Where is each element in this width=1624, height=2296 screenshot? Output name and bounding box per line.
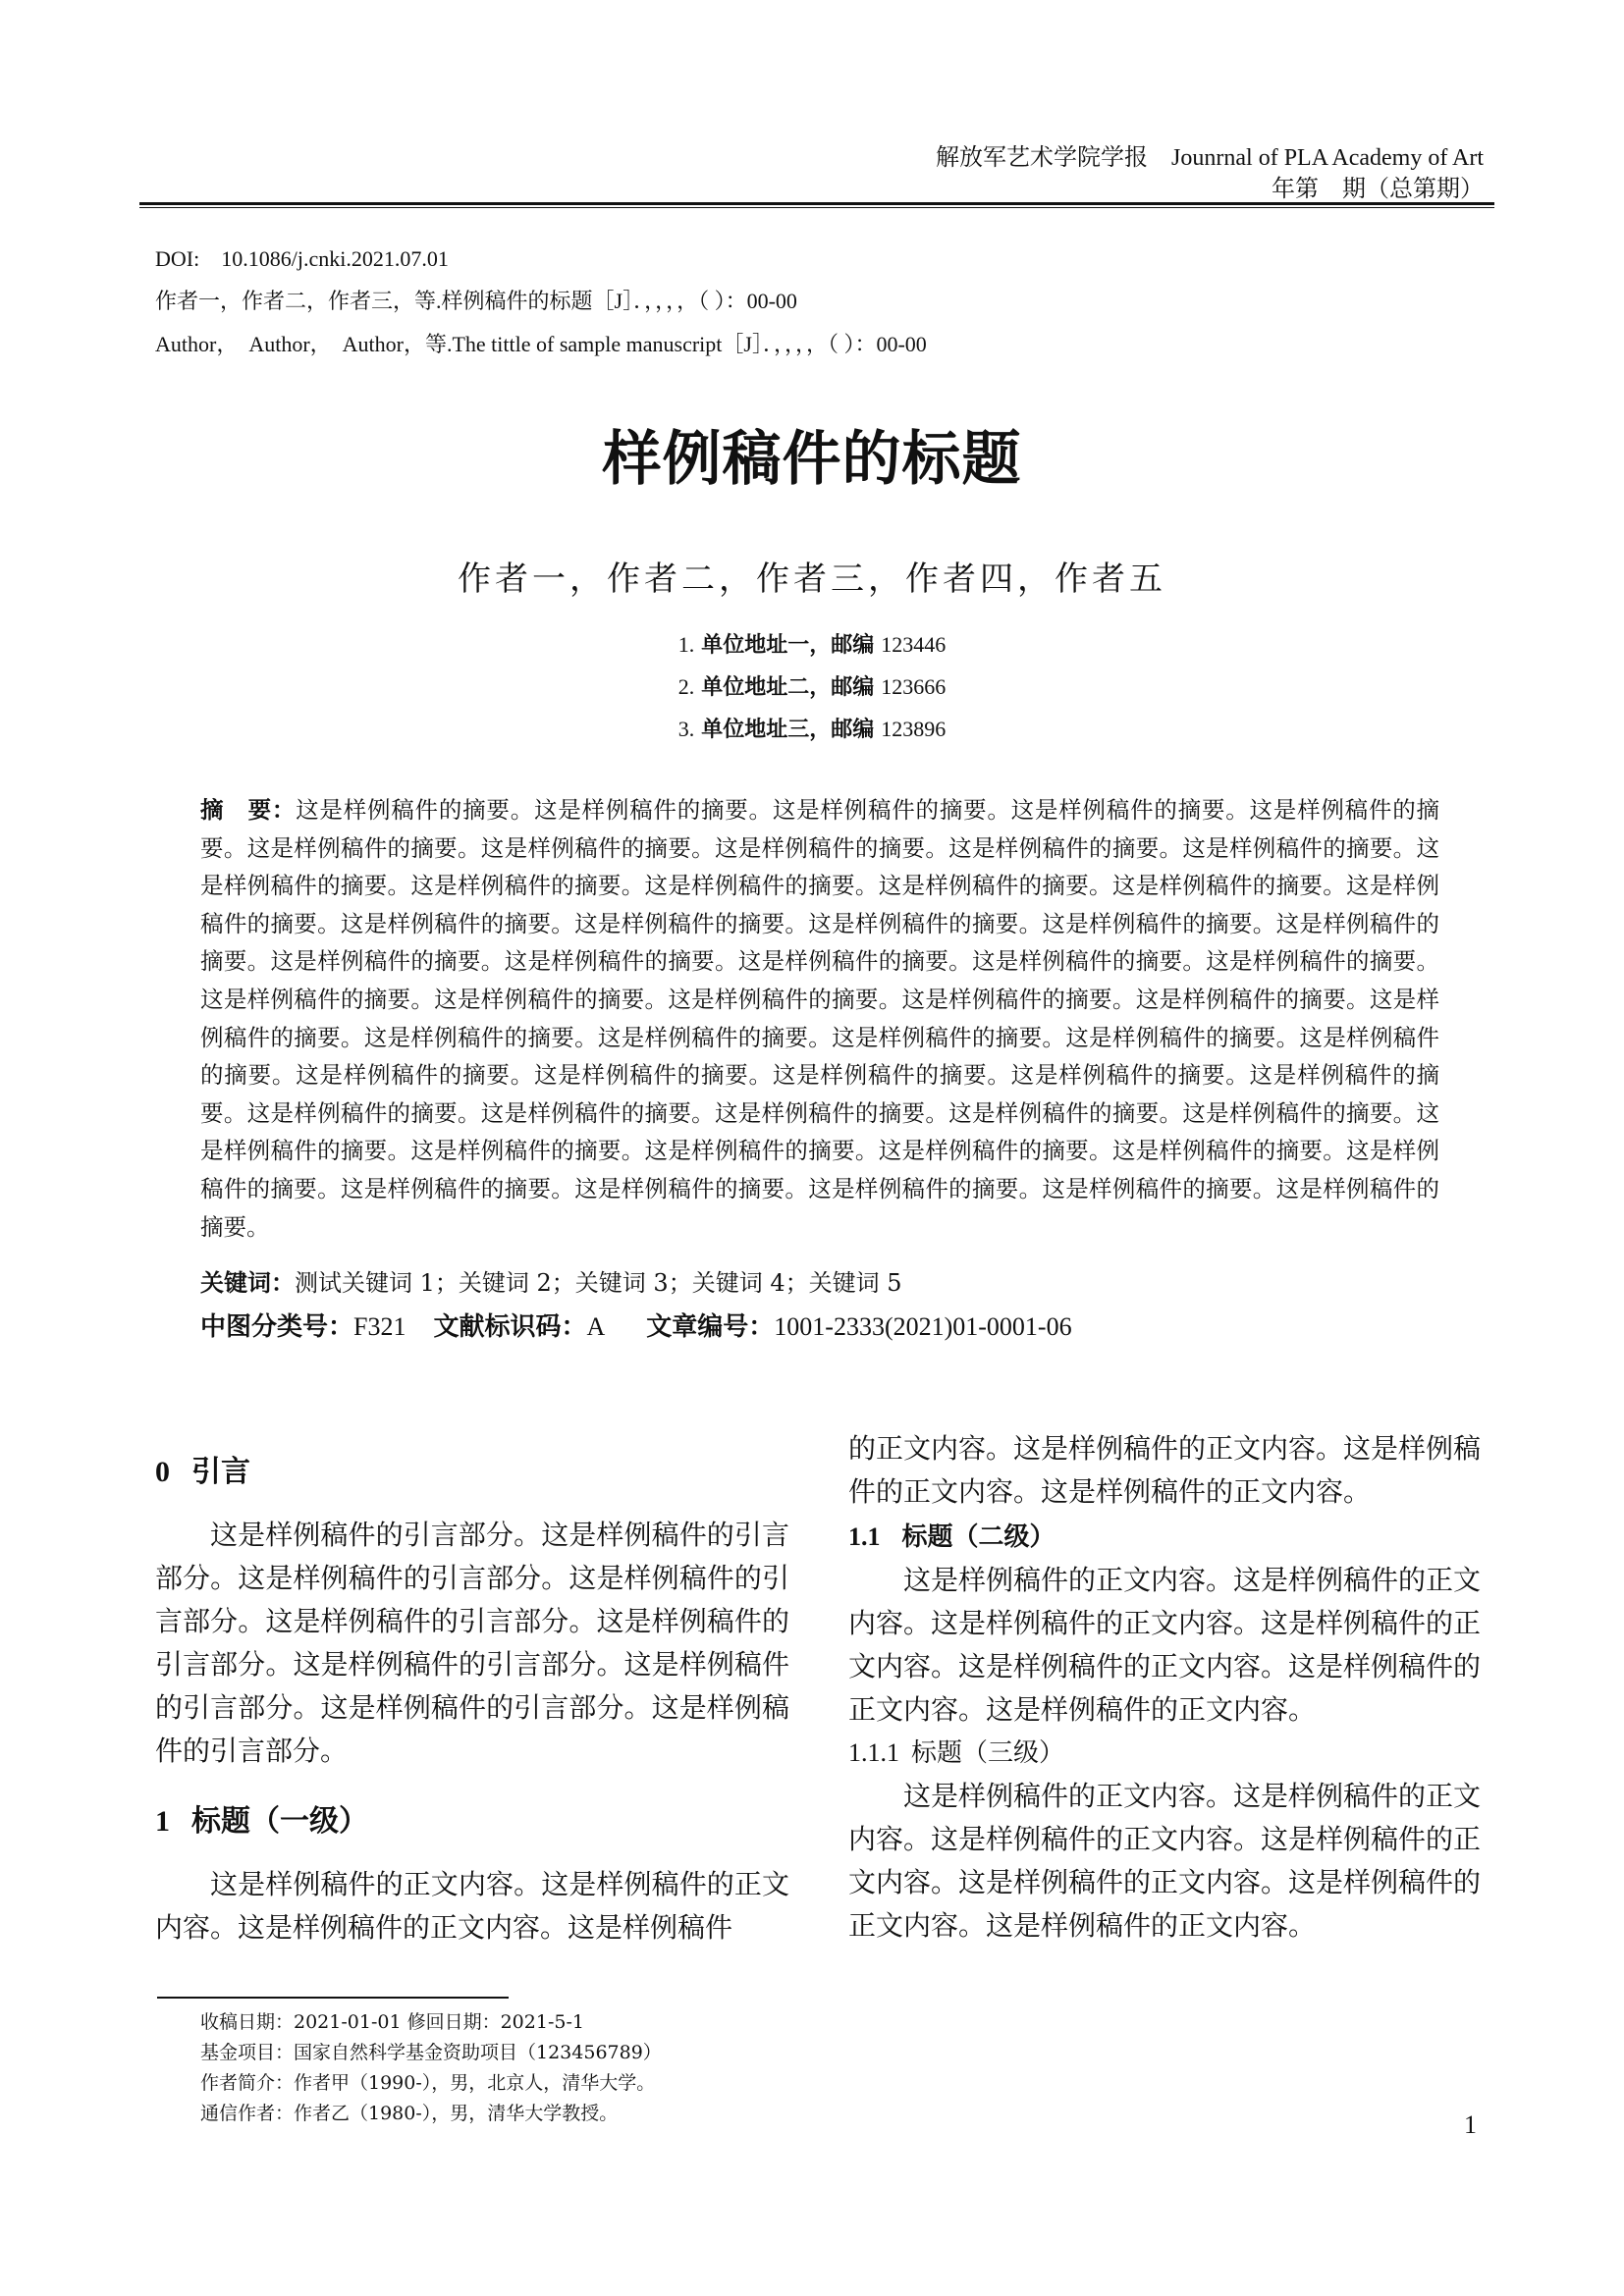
footnote-fund: 基金项目：国家自然科学基金资助项目（123456789） [200, 2042, 662, 2063]
keywords-text: 测试关键词 1；关键词 2；关键词 3；关键词 4；关键词 5 [295, 1269, 902, 1297]
keywords-label: 关键词： [200, 1269, 295, 1297]
header-rule-thin [139, 207, 1494, 208]
body-paragraph: 这是样例稿件的正文内容。这是样例稿件的正文内容。这是样例稿件的正文内容。这是样例稿件的正文内容。这是样例稿件的正文内容。这是样例稿件的正文内容。这是样例稿件的正文内容。 [848, 1780, 1482, 1942]
article-number-value: 1001-2333(2021)01-0001-06 [774, 1312, 1072, 1341]
article-number-label: 文章编号： [646, 1312, 775, 1342]
affiliation-item: 3. 单位地址三，邮编 123896 [677, 717, 947, 742]
classification-line [200, 1307, 1072, 1343]
section-heading-0: 0 引言 [155, 1455, 250, 1489]
clc-value: F321 [353, 1312, 406, 1341]
section-heading-1-1-1: 1.1.1 标题（三级） [848, 1738, 1065, 1768]
abstract [200, 791, 1439, 1246]
article-title: 样例稿件的标题 [602, 425, 1022, 494]
page-number: 1 [1464, 2110, 1477, 2139]
citation-cn: 作者一，作者二，作者三，等.样例稿件的标题［J］．，，，，（ ）：00-00 [155, 289, 797, 313]
journal-name: 解放军艺术学院学报 Jounrnal of PLA Academy of Art [936, 145, 1484, 171]
affiliation-item: 1. 单位地址一，邮编 123446 [677, 632, 947, 658]
author-list: 作者一，作者二，作者三，作者四，作者五 [458, 560, 1166, 599]
section-heading-1: 1 标题（一级） [155, 1804, 368, 1839]
keywords [200, 1263, 902, 1298]
affiliation-item: 2. 单位地址二，邮编 123666 [677, 674, 947, 700]
footnote-received: 收稿日期：2021-01-01 修回日期：2021-5-1 [200, 2011, 584, 2033]
body-paragraph: 这是样例稿件的正文内容。这是样例稿件的正文内容。这是样例稿件的正文内容。这是样例稿件的正文内容。这是样例稿件的正文内容。这是样例稿件的正文内容。这是样例稿件的正文内容。 [848, 1564, 1482, 1726]
issue-info: 年第 期（总第期） [1272, 177, 1484, 202]
body-paragraph-continued: 的正文内容。这是样例稿件的正文内容。这是样例稿件的正文内容。这是样例稿件的正文内容。 [848, 1432, 1482, 1508]
doi-line: DOI: 10.1086/j.cnki.2021.07.01 [155, 246, 449, 271]
intro-paragraph: 这是样例稿件的引言部分。这是样例稿件的引言部分。这是样例稿件的引言部分。这是样例稿件的引言部分。这是样例稿件的引言部分。这是样例稿件的引言部分。这是样例稿件的引言部分。这是样例稿件的引言部分。这是样例稿件的引言部分。这是样例稿件的引言部分。 [155, 1519, 789, 1767]
doc-code-value: A [586, 1312, 606, 1341]
footnote-author-bio: 作者简介：作者甲（1990-），男，北京人，清华大学。 [200, 2072, 656, 2094]
abstract-text: 这是样例稿件的摘要。这是样例稿件的摘要。这是样例稿件的摘要。这是样例稿件的摘要。这是样例稿件的摘要。这是样例稿件的摘要。这是样例稿件的摘要。这是样例稿件的摘要。这是样例稿件的摘要。这是样例稿件的摘要。这是样例稿件的摘要。这是样例稿件的摘要。这是样例稿件的摘要。这是样例稿件的摘要。这是样例稿件的摘要。这是样例稿件的摘要。这是样例稿件的摘要。这是样例稿件的摘要。这是样例稿件的摘要。这是样例稿件的摘要。这是样例稿件的摘要。这是样例稿件的摘要。这是样例稿件的摘要。这是样例稿件的摘要。这是样例稿件的摘要。这是样例稿件的摘要。这是样例稿件的摘要。这是样例稿件的摘要。这是样例稿件的摘要。这是样例稿件的摘要。这是样例稿件的摘要。这是样例稿件的摘要。这是样例稿件的摘要。这是样例稿件的摘要。这是样例稿件的摘要。这是样例稿件的摘要。这是样例稿件的摘要。这是样例稿件的摘要。这是样例稿件的摘要。这是样例稿件的摘要。这是样例稿件的摘要。这是样例稿件的摘要。这是样例稿件的摘要。这是样例稿件的摘要。这是样例稿件的摘要。这是样例稿件的摘要。这是样例稿件的摘要。这是样例稿件的摘要。这是样例稿件的摘要。这是样例稿件的摘要。这是样例稿件的摘要。这是样例稿件的摘要。这是样例稿件的摘要。这是样例稿件的摘要。这是样例稿件的摘要。这是样例稿件的摘要。这是样例稿件的摘要。这是样例稿件的摘要。 [200, 796, 1440, 1241]
clc-label: 中图分类号： [200, 1312, 354, 1342]
right-column [848, 1427, 1481, 1948]
affiliation-list [0, 623, 1624, 750]
header-rule-thick [139, 202, 1494, 205]
body-paragraph: 这是样例稿件的正文内容。这是样例稿件的正文内容。这是样例稿件的正文内容。这是样例稿件 [155, 1868, 789, 1944]
abstract-label: 摘 要： [200, 796, 297, 824]
footnote-corresponding: 通信作者：作者乙（1980-），男，清华大学教授。 [200, 2103, 619, 2124]
doc-code-label: 文献标识码： [433, 1312, 587, 1342]
section-heading-1-1: 1.1 标题（二级） [848, 1522, 1056, 1552]
footnote-rule [157, 1997, 509, 1999]
citation-en: Author， Author， Author，等.The tittle of sample manuscript［J］．，，，，（ ）：00-00 [155, 332, 927, 356]
left-column [155, 1451, 789, 1949]
